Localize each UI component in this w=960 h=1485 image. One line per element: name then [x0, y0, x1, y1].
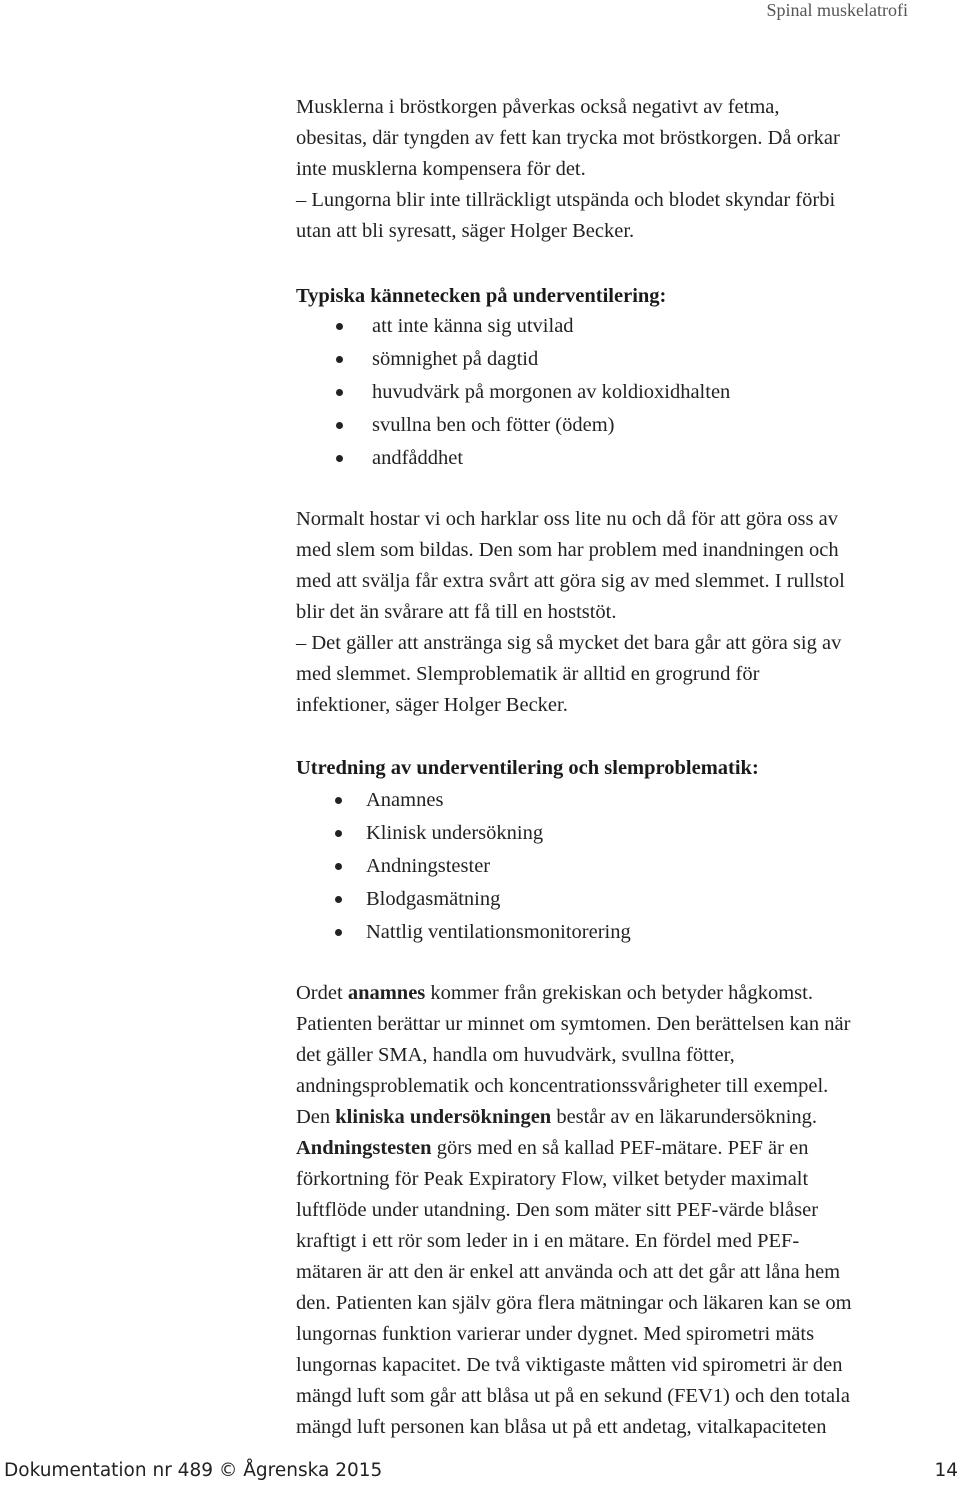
text-line: lungornas kapacitet. De två viktigaste måtten vid spirometri är den: [296, 1354, 843, 1376]
anamnesis-paragraph: [296, 978, 936, 1443]
footer-publication: Dokumentation nr 489 © Ågrenska 2015: [4, 1460, 383, 1481]
list-item-label: huvudvärk på morgonen av koldioxidhalten: [372, 381, 731, 403]
bullet-icon: [336, 422, 343, 429]
mucus-paragraph: [296, 504, 936, 721]
text-line: kraftigt i ett rör som leder in i en mätare. En fördel med PEF-: [296, 1230, 800, 1252]
list-item-label: sömnighet på dagtid: [372, 348, 539, 370]
list-item-label: att inte känna sig utvilad: [372, 315, 574, 337]
text-line: blir det än svårare att få till en hoststöt.: [296, 601, 617, 623]
text-line: mätaren är att den är enkel att använda och att det går att låna hem: [296, 1261, 841, 1283]
text-line: [296, 1102, 936, 1133]
bullet-icon: [336, 323, 343, 330]
list-item: [366, 916, 631, 949]
bold-term: kliniska undersökningen: [335, 1106, 552, 1128]
text-line: med slem som bildas. Den som har problem med inandningen och: [296, 539, 839, 561]
bullet-icon: [335, 797, 342, 804]
symptoms-heading: Typiska kännetecken på underventilering:: [296, 285, 667, 307]
list-item: [372, 310, 730, 343]
list-item: [366, 784, 631, 817]
bullet-icon: [335, 830, 342, 837]
list-item-label: Blodgasmätning: [366, 888, 501, 910]
text-line: inte musklerna kompensera för det.: [296, 158, 586, 180]
text-span: Ordet: [296, 982, 348, 1004]
text-line: obesitas, där tyngden av fett kan trycka mot bröstkorgen. Då orkar: [296, 127, 840, 149]
text-span: består av en läkarundersökning.: [551, 1106, 818, 1128]
text-line: – Lungorna blir inte tillräckligt utspända och blodet skyndar förbi: [296, 189, 836, 211]
list-item-label: andfåddhet: [372, 447, 464, 469]
text-line: Patienten berättar ur minnet om symtomen. Den berättelsen kan när: [296, 1013, 851, 1035]
bullet-icon: [336, 455, 343, 462]
bold-term: anamnes: [347, 982, 426, 1004]
list-item: [372, 376, 730, 409]
list-item: [372, 343, 730, 376]
list-item-label: Anamnes: [366, 789, 444, 811]
text-line: förkortning för Peak Expiratory Flow, vilket betyder maximalt: [296, 1168, 809, 1190]
text-line: med att svälja får extra svårt att göra sig av med slemmet. I rullstol: [296, 570, 845, 592]
text-line: med slemmet. Slemproblematik är alltid en grogrund för: [296, 663, 760, 685]
text-span: kommer från grekiskan och betyder hågkomst.: [425, 982, 813, 1004]
running-header: Spinal muskelatrofi: [766, 0, 908, 20]
list-item-label: Andningstester: [366, 855, 491, 877]
bullet-icon: [335, 896, 342, 903]
text-line: luftflöde under utandning. Den som mäter sitt PEF-värde blåser: [296, 1199, 819, 1221]
page-number: 14: [934, 1460, 958, 1481]
bullet-icon: [335, 929, 342, 936]
text-line: – Det gäller att anstränga sig så mycket det bara går att göra sig av: [296, 632, 842, 654]
list-item-label: Nattlig ventilationsmonitorering: [366, 921, 631, 943]
bold-term: Andningstesten: [296, 1137, 432, 1159]
list-item: [372, 442, 730, 475]
text-line: Normalt hostar vi och harklar oss lite nu och då för att göra oss av: [296, 508, 838, 530]
list-item: [372, 409, 730, 442]
symptoms-list: [372, 310, 730, 475]
text-line: andningsproblematik och koncentrationssvårigheter till exempel.: [296, 1075, 829, 1097]
text-line: [296, 1133, 936, 1164]
text-span: Den: [296, 1106, 336, 1128]
assessment-heading: Utredning av underventilering och slemproblematik:: [296, 757, 759, 779]
text-line: mängd luft personen kan blåsa ut på ett andetag, vitalkapaciteten: [296, 1416, 827, 1438]
list-item: [366, 883, 631, 916]
list-item-label: Klinisk undersökning: [366, 822, 544, 844]
text-line: [296, 978, 936, 1009]
bullet-icon: [335, 863, 342, 870]
list-item-label: svullna ben och fötter (ödem): [372, 414, 615, 436]
list-item: [366, 817, 631, 850]
text-line: utan att bli syresatt, säger Holger Becker.: [296, 220, 635, 242]
list-item: [366, 850, 631, 883]
bullet-icon: [336, 356, 343, 363]
text-line: det gäller SMA, handla om huvudvärk, svullna fötter,: [296, 1044, 735, 1066]
text-line: lungornas funktion varierar under dygnet. Med spirometri mäts: [296, 1323, 815, 1345]
intro-paragraph: [296, 92, 936, 247]
text-line: mängd luft som går att blåsa ut på en sekund (FEV1) och den totala: [296, 1385, 850, 1407]
text-line: infektioner, säger Holger Becker.: [296, 694, 568, 716]
text-line: Musklerna i bröstkorgen påverkas också negativt av fetma,: [296, 96, 780, 118]
text-span: görs med en så kallad PEF-mätare. PEF är en: [431, 1137, 809, 1159]
assessment-list: [366, 784, 631, 949]
text-line: den. Patienten kan själv göra flera mätningar och läkaren kan se om: [296, 1292, 852, 1314]
bullet-icon: [336, 389, 343, 396]
